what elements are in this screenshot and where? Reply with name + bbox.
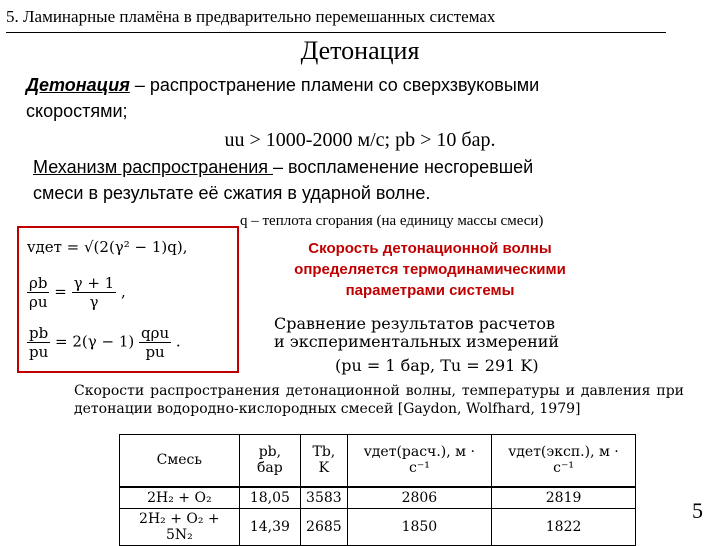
cell-temperature: 2685 [301,508,348,545]
table-caption: Скорости распространения детонационной волны, температуры и давления при детонации водородно-кислородных смесей [Gaydon, Wolfhard, 1979] [74,383,684,417]
mechanism-term: Механизм распространения [33,157,273,177]
cell-v-exp: 1822 [492,508,636,545]
thermodynamic-note: Скорость детонационной волны определяется термодинамическими параметрами системы [294,240,566,299]
definition-term: Детонация [26,75,130,95]
col-header-v-calc: vдет(расч.), м · с⁻¹ [347,435,491,487]
table-row [120,487,636,509]
comparison-line2: и экспериментальных измерений [274,332,560,351]
table-row [120,508,636,545]
definition-text: – распространение пламени со сверхзвуковыми [129,75,540,95]
gamma-fraction: $\frac{\gamma + 1}{\gamma}$ [73,274,115,311]
col-header-temperature: Tb, K [301,435,348,487]
col-header-mixture: Смесь [120,435,240,487]
conditions-line: uu > 1000-2000 м/с; pb > 10 бар. [224,129,496,151]
detonation-table [119,434,636,546]
definition-text-line2: скоростями; [26,101,128,121]
cell-mixture: 2H₂ + O₂ + 5N₂ [120,508,240,545]
comparison-params: (pu = 1 бар, Tu = 291 K) [335,356,539,375]
comparison-heading [274,315,594,351]
col-header-pressure: pb, бар [239,435,300,487]
definition-paragraph [26,72,686,124]
mechanism-text-line2: смеси в результате её сжатия в ударной волне. [33,183,431,203]
cell-mixture: 2H₂ + O₂ [120,487,240,509]
cell-temperature: 3583 [301,487,348,509]
density-fraction: $\frac{\rho b}{\rho u}$ [29,274,48,311]
comparison-line1: Сравнение результатов расчетов [274,314,556,333]
cell-v-exp: 2819 [492,487,636,509]
cell-pressure: 18,05 [239,487,300,509]
formula-pressure-ratio: $\frac{pb}{pu}$ = 2(γ − 1) $\frac{\text{qρu}}{pu}$ . [29,324,181,361]
formula-velocity [27,238,188,256]
heat-of-combustion-note: q – теплота сгорания (на единицу массы смеси) [240,213,544,229]
slide-title: Детонация [300,36,420,65]
formula-density-ratio: $\frac{\rho b}{\rho u}$ = $\frac{\gamma + 1}{\gamma}$ , [29,274,126,311]
page-number: 5 [692,498,703,523]
section-header: 5. Ламинарные пламёна в предварительно перемешанных системах [6,2,666,33]
table-header-row [120,435,636,487]
cell-v-calc: 2806 [347,487,491,509]
mechanism-paragraph [33,154,693,206]
heat-fraction: $\frac{\text{qρu}}{pu}$ [141,324,170,361]
col-header-v-exp: vдет(эксп.), м · с⁻¹ [492,435,636,487]
cell-v-calc: 1850 [347,508,491,545]
pressure-fraction: $\frac{pb}{pu}$ [29,324,49,361]
formula-box [17,226,239,373]
cell-pressure: 14,39 [239,508,300,545]
formula-velocity-text: vдет = √(2(γ² − 1)q), [27,238,188,256]
mechanism-text: – воспламенение несгоревшей [273,157,534,177]
